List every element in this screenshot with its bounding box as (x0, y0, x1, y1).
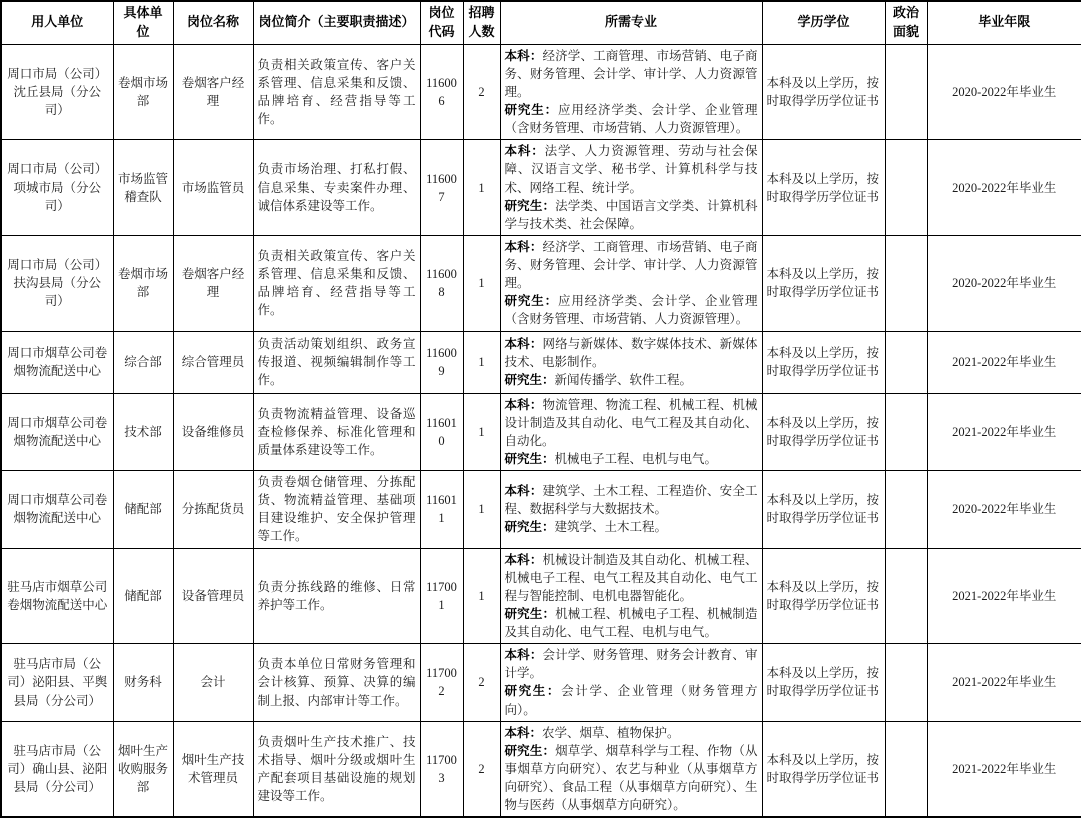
cell-grad-year: 2021-2022年毕业生 (927, 393, 1081, 471)
cell-political (885, 393, 927, 471)
cell-grad-year: 2021-2022年毕业生 (927, 721, 1081, 817)
cell-position: 市场监管员 (173, 140, 253, 236)
header-code: 岗位代码 (420, 1, 463, 44)
cell-position: 综合管理员 (173, 331, 253, 393)
cell-code: 116009 (420, 331, 463, 393)
bachelor-majors: 会计学、财务管理、财务会计教育、审计学。 (504, 648, 758, 681)
cell-grad-year: 2020-2022年毕业生 (927, 140, 1081, 236)
cell-degree: 本科及以上学历，按时取得学历学位证书 (762, 548, 885, 644)
graduate-majors: 机械工程、机械电子工程、机械制造及其自动化、电气工程、电机与电气。 (504, 606, 758, 640)
cell-political (885, 331, 927, 393)
bachelor-majors: 农学、烟草、植物保护。 (542, 725, 680, 740)
header-political: 政治面貌 (885, 1, 927, 44)
table-row (1, 331, 1081, 393)
bachelor-label: 本科： (504, 239, 543, 254)
majors-bachelor-line (505, 482, 758, 518)
table-row (1, 393, 1081, 471)
cell-count: 1 (463, 235, 500, 331)
majors-graduate-line (505, 742, 758, 815)
cell-position: 会计 (173, 644, 253, 722)
bachelor-majors: 建筑学、土木工程、工程造价、安全工程、数据科学与大数据技术。 (504, 484, 758, 517)
graduate-majors: 会计学、企业管理（财务管理方向）。 (504, 684, 758, 717)
graduate-label: 研究生： (504, 103, 558, 118)
cell-description: 负责活动策划组织、政务宣传报道、视频编辑制作等工作。 (253, 331, 420, 393)
cell-code: 116011 (420, 471, 463, 549)
cell-code: 116010 (420, 393, 463, 471)
cell-majors (500, 140, 762, 236)
cell-code: 116007 (420, 140, 463, 236)
cell-employer: 周口市烟草公司卷烟物流配送中心 (1, 471, 113, 549)
table-row (1, 471, 1081, 549)
cell-unit: 技术部 (113, 393, 173, 471)
cell-majors (500, 644, 762, 722)
bachelor-label: 本科： (504, 484, 543, 499)
graduate-label: 研究生： (504, 684, 562, 699)
graduate-label: 研究生： (504, 520, 555, 535)
header-position: 岗位名称 (173, 1, 253, 44)
cell-grad-year: 2020-2022年毕业生 (927, 471, 1081, 549)
cell-employer: 周口市烟草公司卷烟物流配送中心 (1, 331, 113, 393)
majors-bachelor-line (505, 238, 758, 292)
majors-bachelor-line (505, 142, 758, 196)
bachelor-label: 本科： (504, 552, 543, 567)
cell-count: 2 (463, 721, 500, 817)
cell-degree: 本科及以上学历，按时取得学历学位证书 (762, 44, 885, 140)
cell-degree: 本科及以上学历，按时取得学历学位证书 (762, 644, 885, 722)
bachelor-label: 本科： (504, 648, 543, 663)
cell-code: 116006 (420, 44, 463, 140)
cell-majors (500, 393, 762, 471)
majors-bachelor-line (505, 724, 758, 742)
cell-employer: 驻马店市烟草公司卷烟物流配送中心 (1, 548, 113, 644)
cell-code: 117001 (420, 548, 463, 644)
majors-bachelor-line (505, 646, 758, 682)
majors-bachelor-line (505, 335, 758, 371)
graduate-majors: 机械电子工程、电机与电气。 (554, 451, 718, 466)
cell-count: 1 (463, 471, 500, 549)
cell-description: 负责市场治理、打私打假、信息采集、专卖案件办理、诚信体系建设等工作。 (253, 140, 420, 236)
table-row (1, 548, 1081, 644)
cell-position: 设备维修员 (173, 393, 253, 471)
cell-grad-year: 2020-2022年毕业生 (927, 44, 1081, 140)
cell-code: 117003 (420, 721, 463, 817)
graduate-majors: 应用经济学类、会计学、企业管理（含财务管理、市场营销、人力资源管理）。 (504, 103, 758, 136)
cell-degree: 本科及以上学历，按时取得学历学位证书 (762, 331, 885, 393)
graduate-label: 研究生： (504, 451, 555, 466)
cell-description: 负责物流精益管理、设备巡查检修保养、标准化管理和质量体系建设等工作。 (253, 393, 420, 471)
cell-unit: 卷烟市场部 (113, 235, 173, 331)
cell-employer: 周口市局（公司）扶沟县局（分公司） (1, 235, 113, 331)
cell-grad-year: 2021-2022年毕业生 (927, 331, 1081, 393)
cell-description: 负责卷烟仓储管理、分拣配货、物流精益管理、基础项目建设维护、安全保护管理等工作。 (253, 471, 420, 549)
header-employer: 用人单位 (1, 1, 113, 44)
bachelor-majors: 法学、人力资源管理、劳动与社会保障、汉语言文学、秘书学、计算机科学与技术、网络工程、统计学。 (504, 144, 758, 195)
cell-grad-year: 2020-2022年毕业生 (927, 235, 1081, 331)
majors-graduate-line (505, 518, 758, 536)
bachelor-majors: 经济学、工商管理、市场营销、电子商务、财务管理、会计学、审计学、人力资源管理。 (504, 239, 758, 291)
majors-graduate-line (505, 371, 758, 389)
cell-majors (500, 471, 762, 549)
majors-graduate-line (505, 682, 758, 718)
cell-description: 负责烟叶生产技术推广、技术指导、烟叶分级或烟叶生产配套项目基础设施的规划建设等工作。 (253, 721, 420, 817)
table-row (1, 235, 1081, 331)
cell-unit: 烟叶生产收购服务部 (113, 721, 173, 817)
cell-political (885, 721, 927, 817)
cell-majors (500, 44, 762, 140)
majors-bachelor-line (505, 47, 758, 101)
cell-position: 烟叶生产技术管理员 (173, 721, 253, 817)
cell-political (885, 644, 927, 722)
cell-unit: 储配部 (113, 548, 173, 644)
cell-unit: 卷烟市场部 (113, 44, 173, 140)
cell-unit: 财务科 (113, 644, 173, 722)
bachelor-label: 本科： (504, 397, 543, 412)
cell-employer: 周口市局（公司）沈丘县局（分公司） (1, 44, 113, 140)
cell-count: 1 (463, 548, 500, 644)
header-unit: 具体单位 (113, 1, 173, 44)
graduate-majors: 法学类、中国语言文学类、计算机科学与技术类、社会保障。 (504, 198, 758, 231)
cell-political (885, 140, 927, 236)
cell-political (885, 471, 927, 549)
cell-position: 分拣配货员 (173, 471, 253, 549)
cell-unit: 市场监管稽查队 (113, 140, 173, 236)
bachelor-label: 本科： (504, 48, 543, 63)
graduate-label: 研究生： (504, 373, 555, 388)
cell-position: 设备管理员 (173, 548, 253, 644)
header-description: 岗位简介（主要职责描述） (253, 1, 420, 44)
majors-bachelor-line (505, 396, 758, 450)
majors-graduate-line (505, 450, 758, 468)
bachelor-majors: 物流管理、物流工程、机械工程、机械设计制造及其自动化、电气工程及其自动化、 自动化。 (504, 397, 758, 448)
cell-employer: 驻马店市局（公司）泌阳县、平舆县局（分公司） (1, 644, 113, 722)
cell-grad-year: 2021-2022年毕业生 (927, 548, 1081, 644)
cell-count: 1 (463, 331, 500, 393)
table-row (1, 644, 1081, 722)
cell-count: 2 (463, 644, 500, 722)
cell-political (885, 235, 927, 331)
cell-description: 负责本单位日常财务管理和会计核算、预算、决算的编制上报、内部审计等工作。 (253, 644, 420, 722)
cell-employer: 周口市局（公司）项城市局（分公司） (1, 140, 113, 236)
table-row (1, 44, 1081, 140)
graduate-majors: 新闻传播学、软件工程。 (554, 373, 693, 388)
bachelor-label: 本科： (504, 336, 543, 351)
cell-degree: 本科及以上学历，按时取得学历学位证书 (762, 721, 885, 817)
majors-graduate-line (505, 101, 758, 137)
cell-description: 负责相关政策宣传、客户关系管理、信息采集和反馈、品牌培育、经营指导等工作。 (253, 235, 420, 331)
cell-degree: 本科及以上学历，按时取得学历学位证书 (762, 140, 885, 236)
cell-unit: 综合部 (113, 331, 173, 393)
cell-description: 负责分拣线路的维修、日常养护等工作。 (253, 548, 420, 644)
bachelor-label: 本科： (504, 144, 545, 159)
cell-employer: 驻马店市局（公司）确山县、泌阳县局（分公司） (1, 721, 113, 817)
header-grad-year: 毕业年限 (927, 1, 1081, 44)
cell-unit: 储配部 (113, 471, 173, 549)
cell-degree: 本科及以上学历，按时取得学历学位证书 (762, 235, 885, 331)
cell-majors (500, 235, 762, 331)
graduate-label: 研究生： (504, 198, 556, 213)
bachelor-majors: 机械设计制造及其自动化、机械工程、机械电子工程、电气工程及其自动化、电气工程与智能控制、电机电器智能化。 (504, 552, 758, 603)
cell-position: 卷烟客户经理 (173, 44, 253, 140)
bachelor-majors: 经济学、工商管理、市场营销、电子商务、财务管理、会计学、审计学、人力资源管理。 (504, 48, 758, 99)
cell-grad-year: 2021-2022年毕业生 (927, 644, 1081, 722)
cell-code: 117002 (420, 644, 463, 722)
table-header (1, 1, 1081, 44)
cell-majors (500, 548, 762, 644)
cell-count: 1 (463, 393, 500, 471)
graduate-label: 研究生： (504, 606, 556, 621)
cell-description: 负责相关政策宣传、客户关系管理、信息采集和反馈、品牌培育、经营指导等工作。 (253, 44, 420, 140)
majors-bachelor-line (505, 551, 758, 605)
header-degree: 学历学位 (762, 1, 885, 44)
graduate-label: 研究生： (504, 294, 558, 309)
cell-code: 116008 (420, 235, 463, 331)
cell-degree: 本科及以上学历，按时取得学历学位证书 (762, 471, 885, 549)
graduate-majors: 建筑学、土木工程。 (554, 520, 668, 535)
cell-degree: 本科及以上学历，按时取得学历学位证书 (762, 393, 885, 471)
cell-count: 1 (463, 140, 500, 236)
bachelor-label: 本科： (504, 725, 543, 740)
cell-political (885, 44, 927, 140)
cell-majors (500, 721, 762, 817)
cell-employer: 周口市烟草公司卷烟物流配送中心 (1, 393, 113, 471)
job-table-body (1, 44, 1081, 817)
cell-majors (500, 331, 762, 393)
table-row (1, 140, 1081, 236)
cell-political (885, 548, 927, 644)
cell-position: 卷烟客户经理 (173, 235, 253, 331)
graduate-label: 研究生： (504, 743, 556, 758)
graduate-majors: 应用经济学类、会计学、企业管理（含财务管理、市场营销、人力资源管理）。 (504, 294, 758, 327)
header-count: 招聘人数 (463, 1, 500, 44)
table-row (1, 721, 1081, 817)
majors-graduate-line (505, 292, 758, 328)
header-row (1, 1, 1081, 44)
cell-count: 2 (463, 44, 500, 140)
majors-graduate-line (505, 605, 758, 641)
graduate-majors: 烟草学、烟草科学与工程、作物（从事烟草方向研究）、农艺与种业（从事烟草方向研究）、食品工程（从事烟草方向研究）、生物与医药（从事烟草方向研究）。 (504, 743, 758, 813)
bachelor-majors: 网络与新媒体、数字媒体技术、新媒体技术、电影制作。 (504, 336, 758, 369)
header-majors: 所需专业 (500, 1, 762, 44)
majors-graduate-line (505, 197, 758, 233)
